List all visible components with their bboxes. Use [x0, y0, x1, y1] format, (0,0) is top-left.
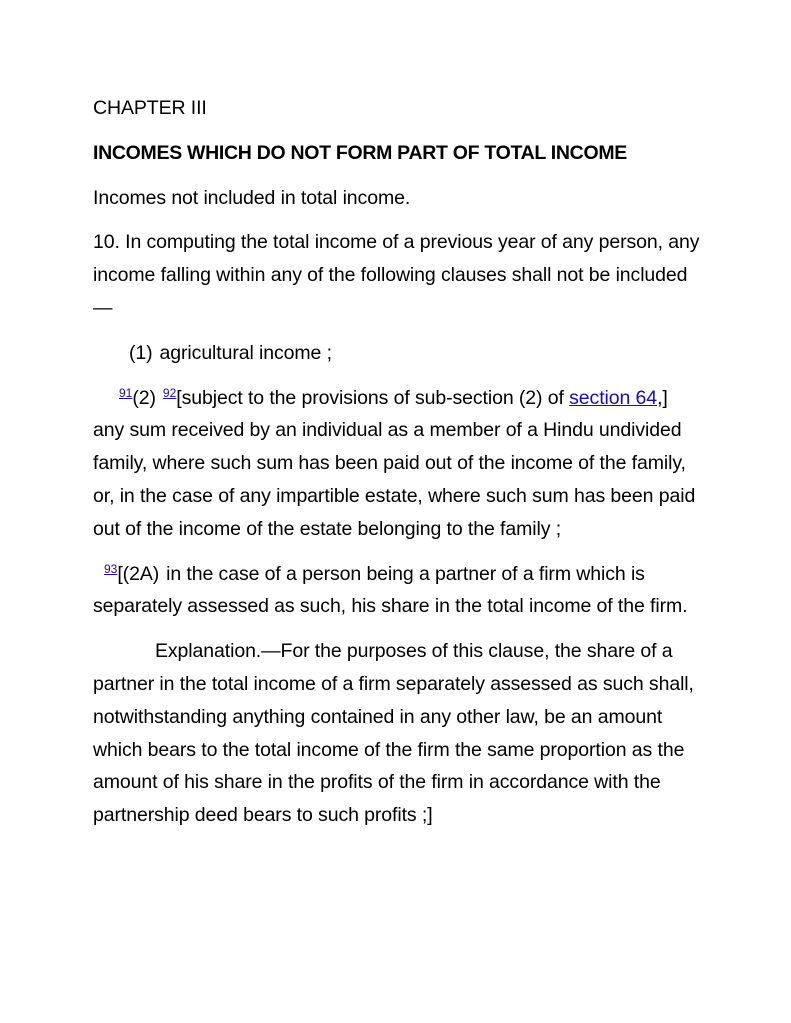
document-page: [93, 92, 703, 832]
clause-2: [93, 382, 703, 546]
clause-2a-text: in the case of a person being a partner of a firm which is separately assessed as such, his share in the total income of the firm.: [93, 562, 688, 618]
clause-2a: [93, 558, 703, 624]
footnote-link-91[interactable]: 91: [119, 385, 133, 400]
section-64-link[interactable]: section 64: [569, 386, 658, 409]
footnote-link-93[interactable]: 93: [104, 561, 118, 576]
clause-2a-number: [(2A): [117, 562, 160, 585]
footnote-link-92[interactable]: 92: [162, 385, 177, 400]
chapter-heading: INCOMES WHICH DO NOT FORM PART OF TOTAL INCOME: [93, 141, 627, 164]
clause-1-text: agricultural income ;: [159, 341, 332, 364]
chapter-label: CHAPTER III: [93, 97, 207, 119]
clause-2-text-after-link: ,] any sum received by an individual as a member of a Hindu undivided family, where such sum has been paid out of the income of the family, or, in the case of any impartible estate, where such sum has been paid out of the income of the estate belonging to the family ;: [93, 386, 696, 540]
marginal-note: Incomes not included in total income.: [93, 186, 411, 209]
clause-2-number: (2): [132, 386, 156, 409]
clause-1: [93, 337, 703, 370]
explanation: Explanation.—For the purposes of this clause, the share of a partner in the total income of a firm separately assessed as such shall, notwithstanding anything contained in any other law, be an amount which bears to the total income of the firm the same proportion as the amount of his share in the profits of the firm in accordance with the partnership deed bears to such profits ;]: [93, 640, 694, 827]
section-10-intro: 10. In computing the total income of a previous year of any person, any income falling within any of the following clauses shall not be included—: [93, 231, 700, 319]
clause-1-number: (1): [129, 341, 153, 364]
clause-2-text-before-link: [subject to the provisions of sub-section (2) of: [176, 386, 570, 409]
